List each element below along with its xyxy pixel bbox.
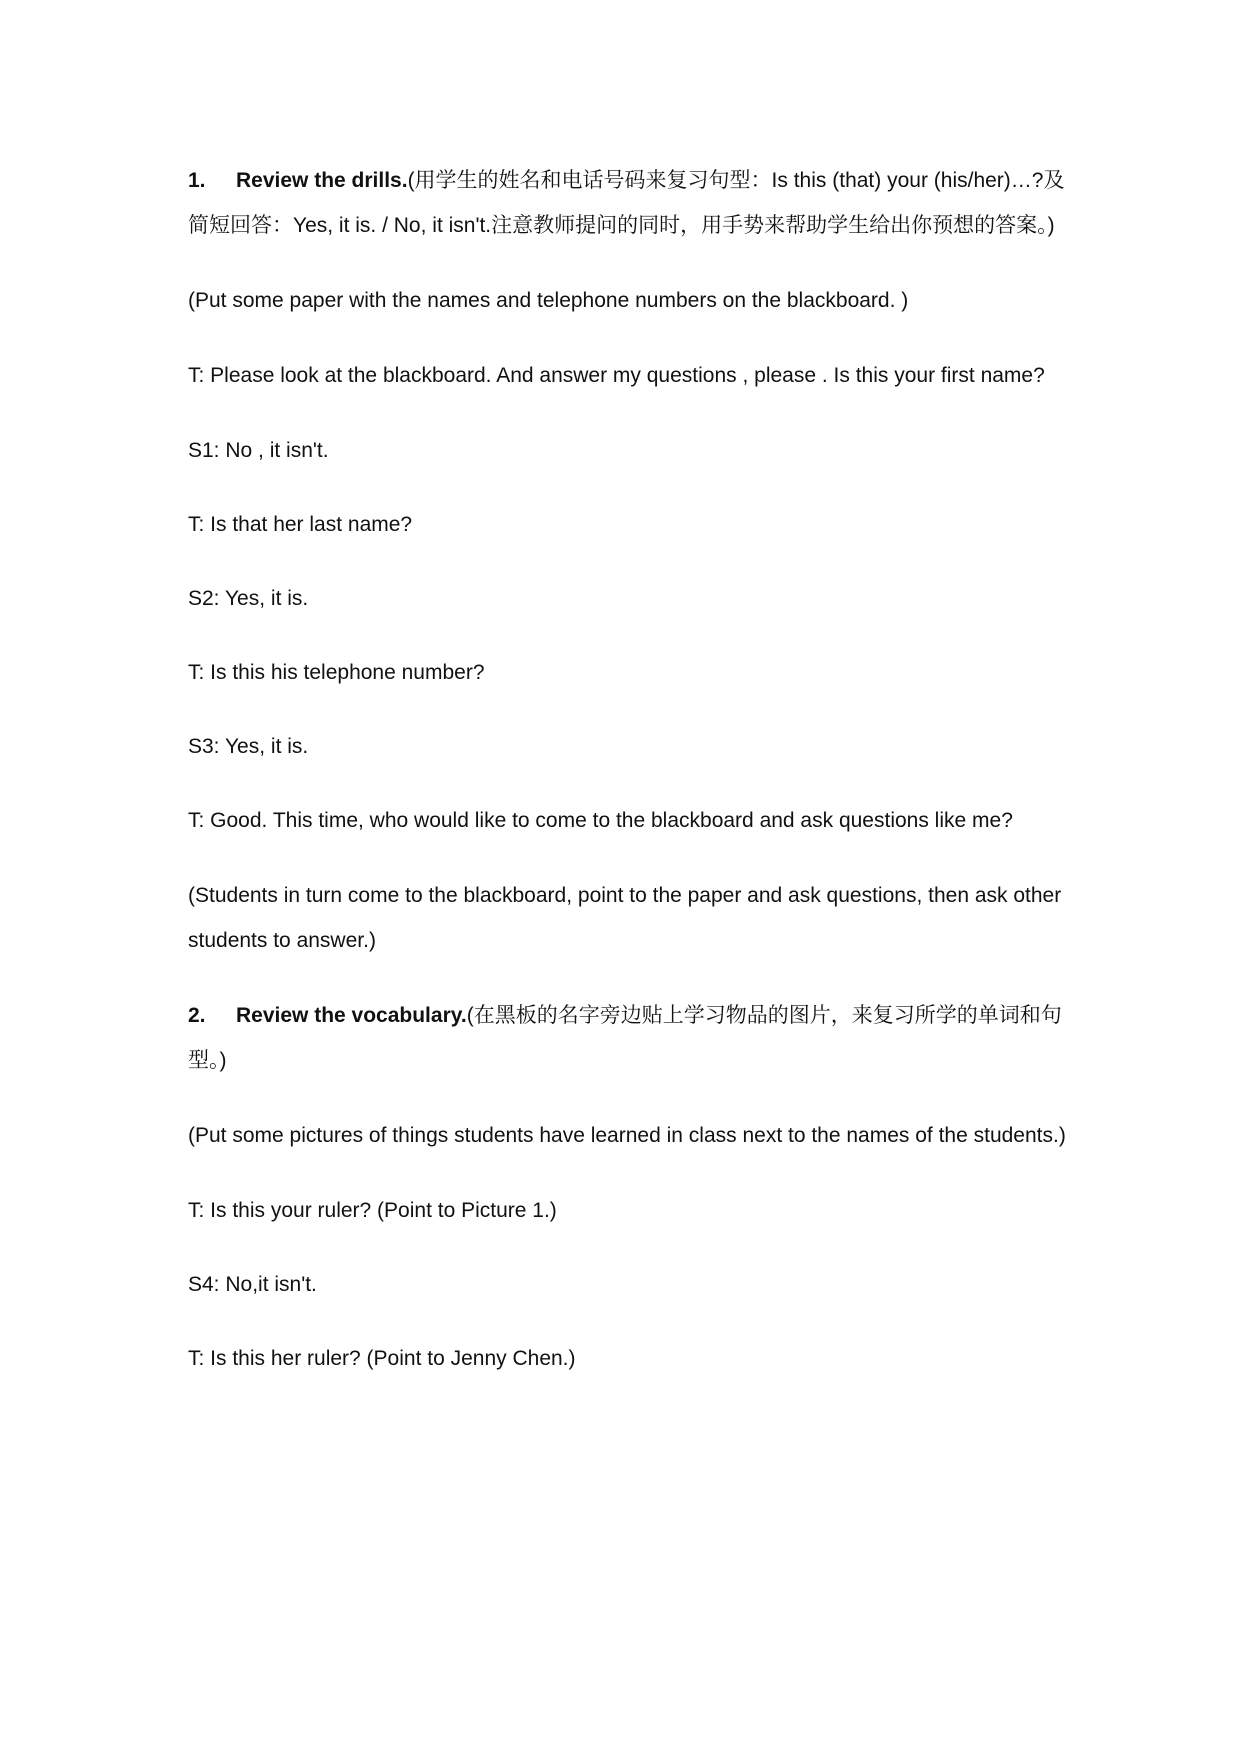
dialogue-line-s1: S1: No , it isn't. <box>188 439 329 462</box>
section-1-heading <box>188 158 1068 248</box>
dialogue-line-s4: S4: No,it isn't. <box>188 1273 317 1296</box>
dialogue-line-teacher-5: T: Is this your ruler? (Point to Picture 1.) <box>188 1199 557 1222</box>
stage-direction-2: (Students in turn come to the blackboard, point to the paper and ask questions, then ask other students to answer.) <box>188 884 1062 952</box>
dialogue-line-teacher-3: T: Is this his telephone number? <box>188 661 485 684</box>
section-1-number: 1. <box>188 169 206 192</box>
section-1-title: Review the drills. <box>236 169 408 192</box>
dialogue-line-teacher-1: T: Please look at the blackboard. And answer my questions , please . Is this your first name? <box>188 364 1045 387</box>
section-2-title: Review the vocabulary. <box>236 1004 467 1027</box>
dialogue-line-teacher-2: T: Is that her last name? <box>188 513 413 536</box>
section-1-instruction: (用学生的姓名和电话号码来复习句型：Is this (that) your (his/her)…?及简短回答：Yes, it is. / No, it isn't.注意教师提问的同时，用手势来帮助学生给出你预想的答案。) <box>188 169 1065 237</box>
section-2-number: 2. <box>188 1004 206 1027</box>
document-page <box>188 158 1068 1410</box>
section-2-heading <box>188 993 1068 1083</box>
dialogue-line-teacher-6: T: Is this her ruler? (Point to Jenny Chen.) <box>188 1347 576 1370</box>
dialogue-line-teacher-4: T: Good. This time, who would like to come to the blackboard and ask questions like me? <box>188 809 1013 832</box>
dialogue-line-s3: S3: Yes, it is. <box>188 735 309 758</box>
dialogue-line-s2: S2: Yes, it is. <box>188 587 309 610</box>
stage-direction-1: (Put some paper with the names and telephone numbers on the blackboard. ) <box>188 289 909 312</box>
section-2-instruction: (在黑板的名字旁边贴上学习物品的图片，来复习所学的单词和句型。) <box>188 1004 1062 1072</box>
stage-direction-3: (Put some pictures of things students have learned in class next to the names of the students.) <box>188 1124 1066 1147</box>
